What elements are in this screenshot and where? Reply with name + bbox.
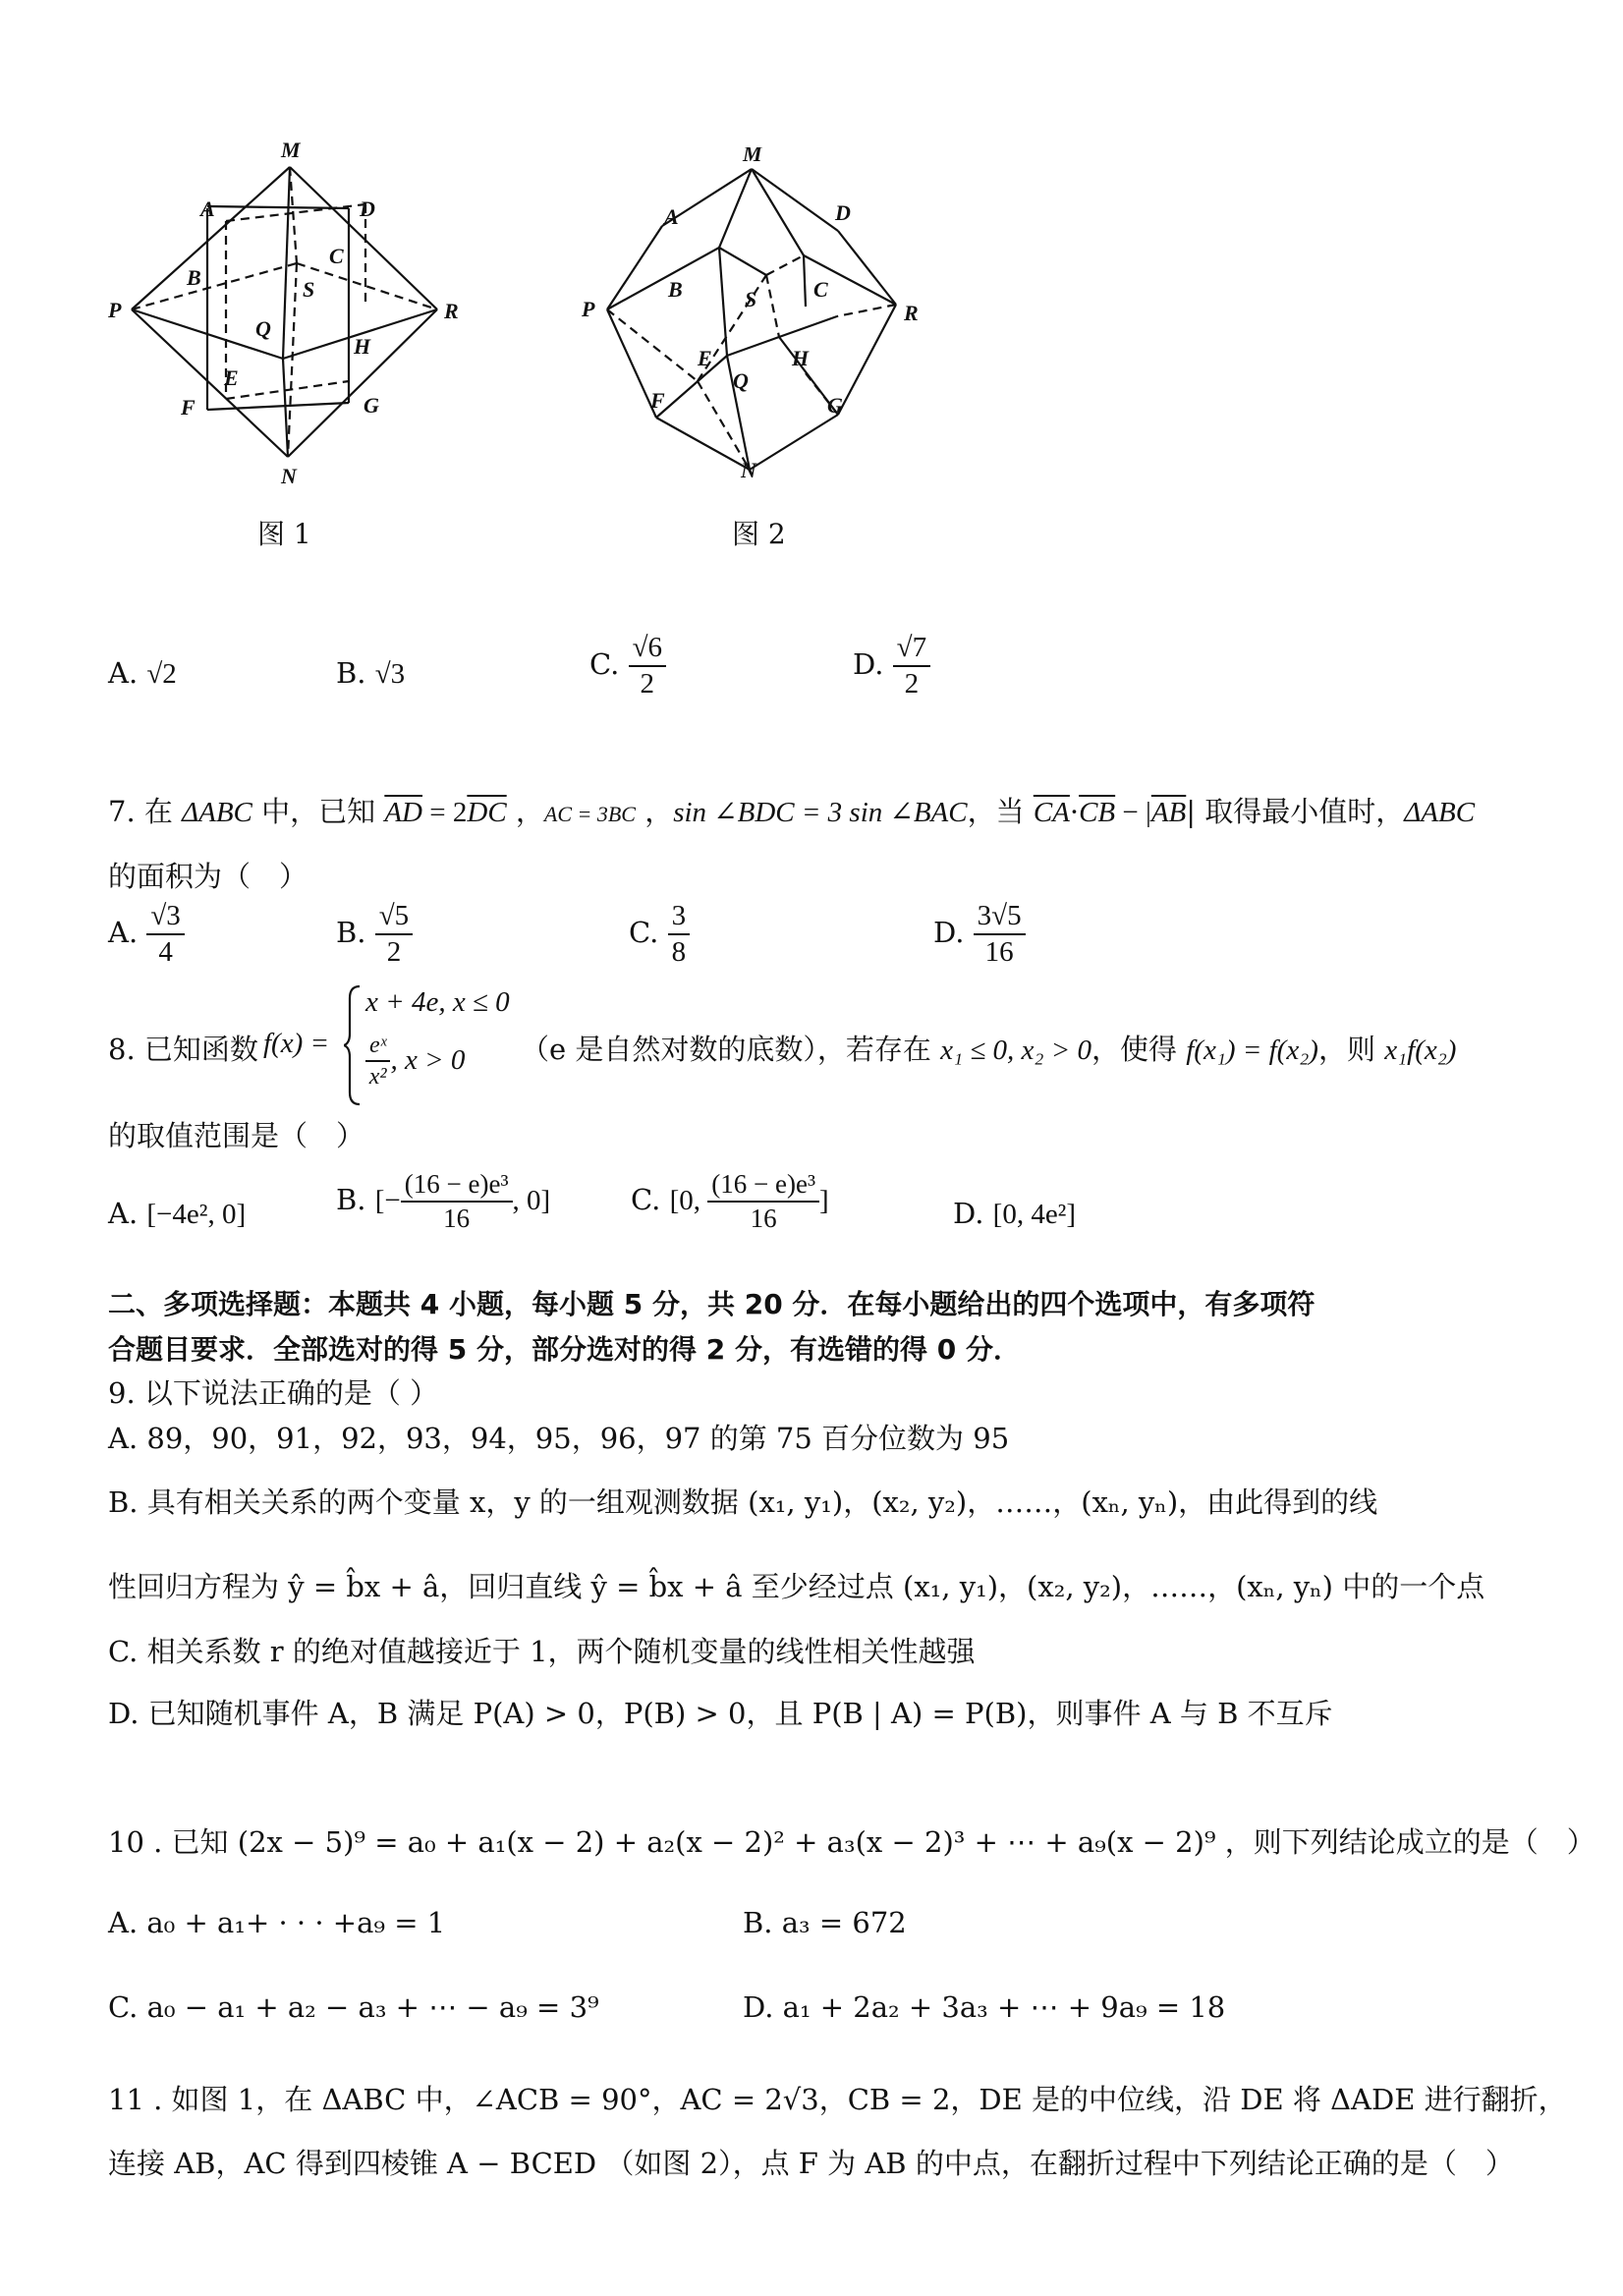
fig1-label-r: R	[444, 299, 459, 323]
fig2-label-q: Q	[733, 368, 749, 393]
fig1-label-f: F	[181, 395, 196, 420]
q9-option-a[interactable]: A. 89，90，91，92，93，94，95，96，97 的第 75 百分位数为 95	[108, 1422, 1010, 1455]
option-post: ]	[819, 1185, 829, 1216]
fig1-label-h: H	[354, 334, 371, 359]
section-2-heading-line1: 二、多项选择题：本题共 4 小题，每小题 5 分，共 20 分．在每小题给出的四个选项中，有多项符	[108, 1288, 1315, 1320]
fig2-label-c: C	[813, 277, 828, 302]
q6-option-c[interactable]	[589, 634, 666, 699]
option-letter: A.	[108, 1197, 139, 1230]
q9-option-b-line2: 性回归方程为 ŷ = b̂x + â，回归直线 ŷ = b̂x + â 至少经过点 (x₁, y₁)，(x₂, y₂)，……，(xₙ, yₙ) 中的一个点	[108, 1570, 1485, 1603]
q8-option-b[interactable]	[336, 1171, 550, 1232]
q7-bar: |	[1186, 795, 1197, 828]
q10-option-b[interactable]: B. a₃ = 672	[743, 1906, 907, 1939]
q7-condition-ac: AC = 3BC	[543, 802, 636, 826]
option-value: √2	[146, 658, 177, 690]
q8-option-d[interactable]	[953, 1197, 1076, 1231]
fig2-label-b: B	[668, 277, 683, 302]
q7-text: 取得最小值时，	[1196, 795, 1405, 828]
q7-condition-sin: sin ∠BDC = 3 sin ∠BAC	[673, 797, 968, 828]
fraction-numerator: 3	[668, 902, 691, 935]
q10-option-a[interactable]: A. a₀ + a₁+ · · · +a₉ = 1	[108, 1906, 446, 1939]
vector-ad: $\overline{AD}$	[384, 797, 423, 828]
vector-ca: $\overline{CA}$	[1033, 797, 1070, 828]
fig2-label-m: M	[743, 147, 762, 166]
fraction-numerator: √5	[375, 902, 413, 935]
option-pre: [0,	[669, 1185, 708, 1216]
option-letter: C.	[589, 647, 620, 681]
fraction-numerator: √7	[893, 634, 930, 667]
fig1-label-n: N	[281, 464, 297, 488]
q7-text: 中，已知	[252, 795, 385, 828]
q7-triangle: ΔABC	[1404, 797, 1476, 828]
fig1-label-m: M	[281, 138, 301, 162]
q7-option-a[interactable]	[108, 902, 185, 967]
q8-note: （e 是自然对数的底数），若存在	[521, 1033, 941, 1066]
q8-option-c[interactable]	[631, 1171, 829, 1232]
option-letter: B.	[336, 656, 366, 690]
vector-ab: $\overline{AB}$	[1150, 797, 1187, 828]
q8-fx: f(x) =	[263, 1028, 330, 1059]
q8-expr: x₁f(x₂)	[1384, 1035, 1457, 1066]
q7-text: 7. 在	[108, 795, 183, 828]
q8-eq: f(x₁) = f(x₂)	[1186, 1035, 1318, 1066]
vector-dc: $\overline{DC}$	[467, 797, 507, 828]
q8-mid: ，使得	[1091, 1033, 1187, 1066]
option-pre: [−	[374, 1185, 401, 1216]
fig2-label-g: G	[827, 393, 843, 418]
q6-option-d[interactable]	[853, 634, 930, 699]
option-letter: A.	[108, 656, 139, 690]
q8-stem-line2: 的取值范围是（ ）	[108, 1119, 365, 1152]
q7-minus: − |	[1115, 797, 1151, 828]
option-value: √3	[374, 658, 406, 690]
q7-dot: ·	[1069, 795, 1080, 828]
fraction-numerator: 3√5	[974, 902, 1026, 935]
fig1-label-p: P	[108, 298, 122, 322]
option-letter: B.	[336, 1183, 366, 1216]
fraction-denominator: 16	[443, 1204, 471, 1233]
q7-eq: = 2	[422, 797, 468, 828]
q9-stem: 9. 以下说法正确的是（ ）	[108, 1376, 439, 1410]
left-brace	[344, 984, 364, 1106]
q7-option-b[interactable]	[336, 902, 413, 967]
q7-stem-line2: 的面积为（ ）	[108, 860, 308, 893]
option-letter: A.	[108, 916, 139, 949]
option-letter: B.	[336, 916, 366, 949]
q8-case2-numerator: eˣ	[365, 1034, 390, 1062]
q7-triangle: ΔABC	[182, 797, 252, 828]
fig2-label-a: A	[664, 204, 679, 229]
q10-option-d[interactable]: D. a₁ + 2a₂ + 3a₃ + ⋯ + 9a₉ = 18	[743, 1990, 1226, 2024]
q8-case1: x + 4e, x ≤ 0	[365, 986, 510, 1018]
fraction-denominator: 16	[984, 936, 1014, 968]
q8-case2-denominator: x²	[368, 1064, 387, 1090]
fig1-label-a: A	[200, 196, 215, 221]
option-value: [−4e², 0]	[146, 1199, 247, 1230]
figure-2-caption: 图 2	[732, 518, 786, 550]
fig1-label-c: C	[329, 244, 344, 268]
q8-prefix: 8. 已知函数	[108, 1033, 258, 1066]
q9-option-c[interactable]: C. 相关系数 r 的绝对值越接近于 1，两个随机变量的线性相关性越强	[108, 1635, 976, 1668]
fig1-label-g: G	[364, 393, 379, 418]
option-letter: D.	[953, 1197, 984, 1230]
vector-cb: $\overline{CB}$	[1079, 797, 1116, 828]
option-value: [0, 4e²]	[992, 1199, 1077, 1230]
fig1-label-b: B	[187, 265, 201, 290]
option-letter: D.	[853, 647, 884, 681]
fig2-label-d: D	[835, 200, 851, 225]
fraction-denominator: 4	[158, 936, 173, 968]
q11-stem-line1: 11 . 如图 1，在 ΔABC 中，∠ACB = 90°，AC = 2√3，CB = 2，DE 是的中位线，沿 DE 将 ΔADE 进行翻折，	[108, 2083, 1567, 2116]
option-letter: C.	[631, 1183, 661, 1216]
fig1-label-s: S	[303, 277, 315, 302]
fraction-numerator: √3	[146, 902, 184, 935]
fraction-denominator: 8	[671, 936, 687, 968]
q10-stem: 10 . 已知 (2x − 5)⁹ = a₀ + a₁(x − 2) + a₂(x − 2)² + a₃(x − 2)³ + ⋯ + a₉(x − 2)⁹ ，则下列结论成立的是（ ）	[108, 1825, 1595, 1859]
option-letter: C.	[629, 916, 659, 949]
fig2-label-r: R	[904, 301, 919, 325]
fig2-label-f: F	[650, 388, 665, 413]
fig2-label-s: S	[745, 287, 757, 311]
q8-option-a[interactable]	[108, 1197, 246, 1231]
q7-option-d[interactable]	[933, 902, 1026, 967]
option-post: , 0]	[512, 1185, 551, 1216]
q6-option-b[interactable]	[336, 656, 405, 691]
fraction-numerator: (16 − e)e³	[401, 1171, 513, 1203]
figure-2-rhombic-dodecahedron	[580, 147, 953, 501]
q10-option-c[interactable]: C. a₀ − a₁ + a₂ − a₃ + ⋯ − a₉ = 3⁹	[108, 1990, 599, 2024]
fig1-label-q: Q	[255, 316, 271, 341]
figure-1-caption: 图 1	[257, 518, 311, 550]
fraction-denominator: 2	[386, 936, 402, 968]
q9-option-b-line1[interactable]: B. 具有相关关系的两个变量 x，y 的一组观测数据 (x₁, y₁)，(x₂, y₂)，……，(xₙ, yₙ)，由此得到的线	[108, 1485, 1378, 1519]
fraction-numerator: (16 − e)e³	[707, 1171, 819, 1203]
fraction-denominator: 2	[640, 668, 655, 700]
fig2-label-h: H	[792, 346, 810, 370]
figure-1-octahedron-cube	[108, 138, 481, 511]
fraction-denominator: 2	[904, 668, 920, 700]
fraction-numerator: √6	[629, 634, 666, 667]
fraction-denominator: 16	[750, 1204, 777, 1233]
fig2-label-p: P	[582, 297, 595, 321]
q9-option-d[interactable]: D. 已知随机事件 A，B 满足 P(A) > 0，P(B) > 0，且 P(B | A) = P(B)，则事件 A 与 B 不互斥	[108, 1697, 1333, 1730]
q8-case2-cond: , x > 0	[390, 1044, 466, 1076]
fig2-label-e: E	[698, 346, 712, 370]
q6-option-a[interactable]	[108, 656, 177, 691]
q8-then: ，则	[1317, 1033, 1385, 1066]
q7-text: ，当	[967, 795, 1034, 828]
fig1-label-e: E	[224, 365, 239, 390]
fig1-label-d: D	[360, 196, 375, 221]
q11-stem-line2: 连接 AB，AC 得到四棱锥 A − BCED （如图 2），点 F 为 AB 的中点，在翻折过程中下列结论正确的是（ ）	[108, 2147, 1514, 2180]
q7-option-c[interactable]	[629, 902, 690, 967]
section-2-heading-line2: 合题目要求．全部选对的得 5 分，部分选对的得 2 分，有选错的得 0 分．	[108, 1333, 1021, 1366]
option-letter: D.	[933, 916, 965, 949]
fig2-label-n: N	[741, 458, 756, 482]
q7-stem-line1: 7. 在 ΔABC 中，已知 $\overline{AD} = 2\overline{DC}$ ，AC = 3BC ，sin ∠BDC = 3 sin ∠BAC，当 $\overline{CA}\cdot\overline{CB} - |\overline{AB}|$ 取得最小值时，ΔABC	[108, 795, 1476, 828]
q8-cond: x₁ ≤ 0, x₂ > 0	[940, 1035, 1092, 1066]
